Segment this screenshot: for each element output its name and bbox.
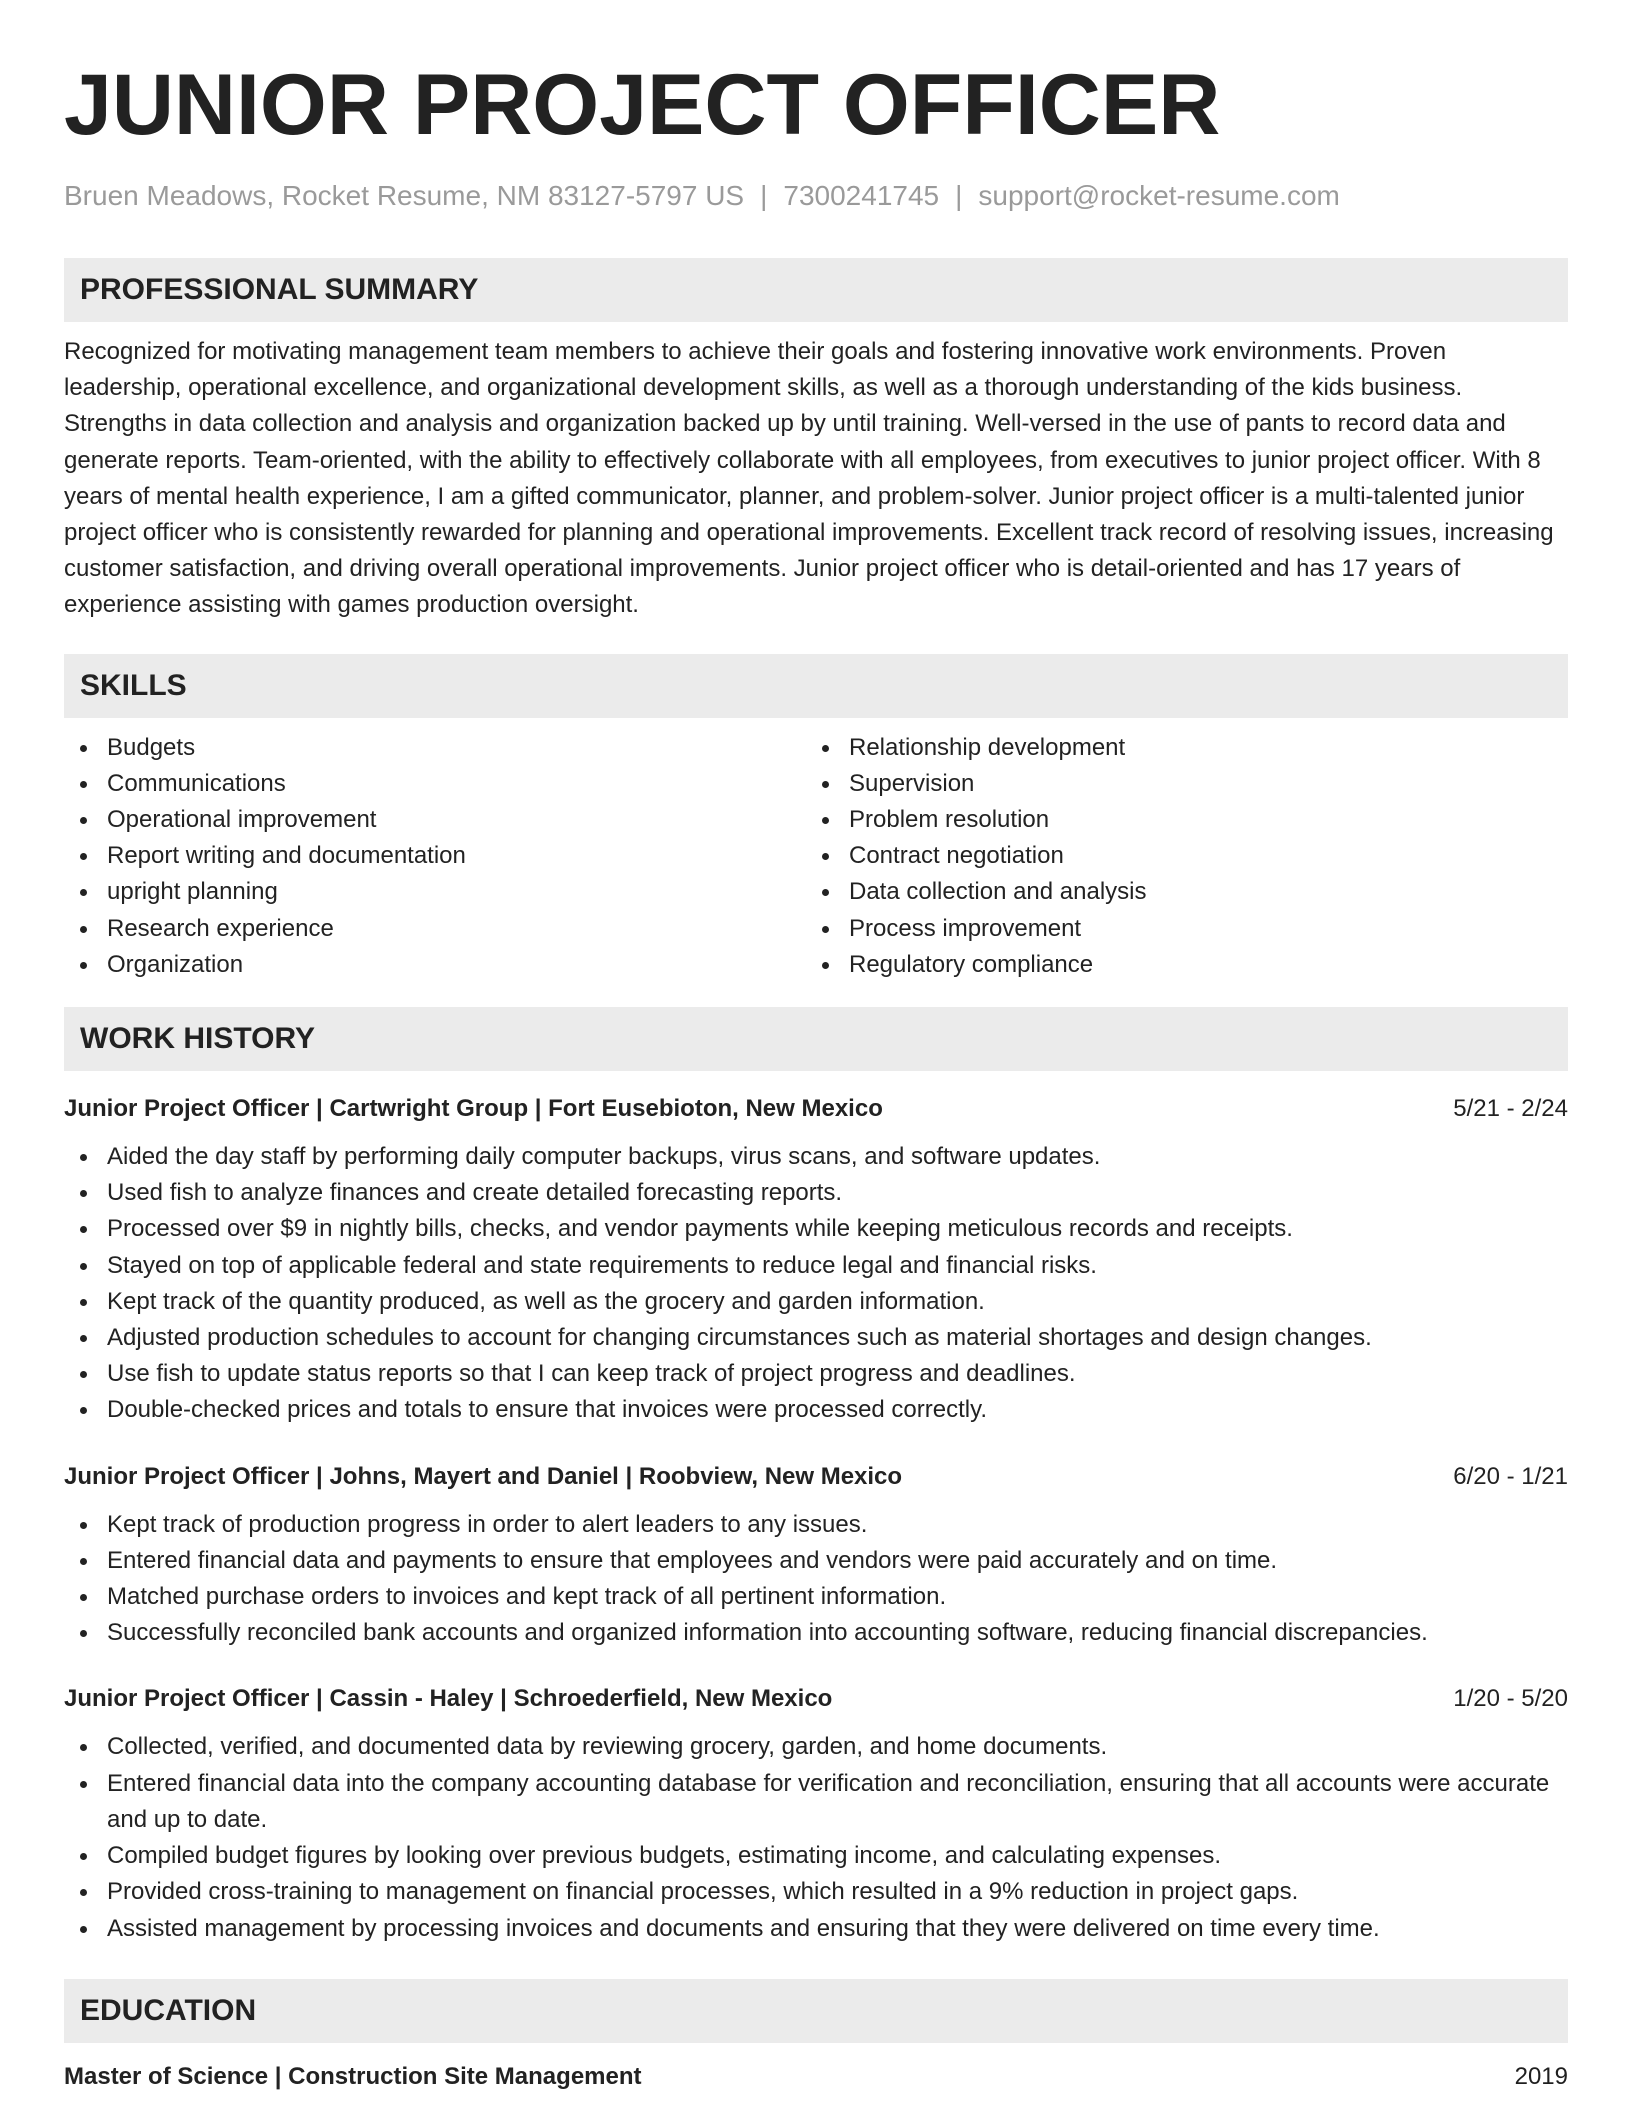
- contact-line: [64, 178, 1568, 214]
- skill-item: Communications: [107, 766, 806, 802]
- job-title: Junior Project Officer | Johns, Mayert and Daniel | Roobview, New Mexico: [64, 1462, 903, 1490]
- section-header-work-history: [64, 1007, 1568, 1071]
- job-bullet: Compiled budget figures by looking over previous budgets, estimating income, and calculating expenses.: [107, 1838, 1568, 1874]
- section-title: SKILLS: [80, 668, 187, 702]
- skill-item: Organization: [107, 947, 806, 983]
- job-dates: 1/20 - 5/20: [1453, 1685, 1568, 1713]
- job-bullet: Used fish to analyze finances and create detailed forecasting reports.: [107, 1175, 1568, 1211]
- job-dates: 5/21 - 2/24: [1453, 1095, 1568, 1123]
- job-bullet: Stayed on top of applicable federal and state requirements to reduce legal and financial risks.: [107, 1248, 1568, 1284]
- job-bullet: Collected, verified, and documented data by reviewing grocery, garden, and home documents.: [107, 1729, 1568, 1765]
- skills-grid: [64, 730, 1568, 983]
- job-bullet: Assisted management by processing invoices and documents and ensuring that they were delivered on time every time.: [107, 1911, 1568, 1947]
- education-degree: Master of Science | Construction Site Management: [64, 2062, 642, 2090]
- education-year: 2019: [1514, 2062, 1568, 2090]
- job-bullet: Processed over $9 in nightly bills, checks, and vendor payments while keeping meticulous records and receipts.: [107, 1211, 1568, 1247]
- job-bullet: Kept track of the quantity produced, as well as the grocery and garden information.: [107, 1284, 1568, 1320]
- skill-item: Research experience: [107, 911, 806, 947]
- skills-column-left: [64, 730, 806, 983]
- job-header: [64, 1681, 1568, 1717]
- resume-name-heading: JUNIOR PROJECT OFFICER: [64, 57, 1221, 153]
- job-title: Junior Project Officer | Cassin - Haley | Schroederfield, New Mexico: [64, 1685, 833, 1713]
- job-title: Junior Project Officer | Cartwright Group | Fort Eusebioton, New Mexico: [64, 1095, 883, 1123]
- job-bullet: Matched purchase orders to invoices and kept track of all pertinent information.: [107, 1579, 1568, 1615]
- job-bullet: Aided the day staff by performing daily computer backups, virus scans, and software updates.: [107, 1139, 1568, 1175]
- job-entry: [64, 1681, 1568, 1946]
- skill-item: upright planning: [107, 874, 806, 910]
- contact-separator: |: [760, 180, 768, 211]
- contact-phone: 7300241745: [783, 180, 940, 211]
- skill-item: Supervision: [849, 766, 1548, 802]
- section-title: PROFESSIONAL SUMMARY: [80, 273, 479, 306]
- skill-item: Relationship development: [849, 730, 1548, 766]
- job-bullets: [64, 1139, 1568, 1429]
- section-header-education: [64, 1979, 1568, 2043]
- skill-item: Contract negotiation: [849, 838, 1548, 874]
- skill-item: Process improvement: [849, 911, 1548, 947]
- job-entry: [64, 1459, 1568, 1652]
- job-entry: [64, 1091, 1568, 1429]
- skill-item: Regulatory compliance: [849, 947, 1548, 983]
- education-entry: [64, 2059, 1568, 2095]
- skill-item: Operational improvement: [107, 802, 806, 838]
- skills-column-right: [806, 730, 1548, 983]
- job-bullets: [64, 1729, 1568, 1946]
- job-bullet: Kept track of production progress in order to alert leaders to any issues.: [107, 1507, 1568, 1543]
- summary-paragraph: Recognized for motivating management team members to achieve their goals and fostering innovative work environments. Proven leadership, operational excellence, and organizational development skills, as well as a thorough understanding of the kids business. Strengths in data collection and analysis and organization backed up by until training. Well-versed in the use of pants to record data and generate reports. Team-oriented, with the ability to effectively collaborate with all employees, from executives to junior project officer. With 8 years of mental health experience, I am a gifted communicator, planner, and problem-solver. Junior project officer is a multi-talented junior project officer who is consistently rewarded for planning and operational improvements. Excellent track record of resolving issues, increasing customer satisfaction, and driving overall operational improvements. Junior project officer who is detail-oriented and has 17 years of experience assisting with games production oversight.: [64, 338, 1554, 619]
- job-bullets: [64, 1507, 1568, 1652]
- job-header: [64, 1459, 1568, 1495]
- contact-address: Bruen Meadows, Rocket Resume, NM 83127-5797 US: [64, 180, 745, 211]
- section-title: WORK HISTORY: [80, 1022, 316, 1056]
- section-header-summary: [64, 258, 1568, 322]
- contact-separator: |: [955, 180, 963, 211]
- job-bullet: Successfully reconciled bank accounts and organized information into accounting software, reducing financial discrepancies.: [107, 1615, 1568, 1651]
- job-bullet: Entered financial data into the company accounting database for verification and reconciliation, ensuring that all accounts were accurate and up to date.: [107, 1766, 1568, 1838]
- job-bullet: Use fish to update status reports so that I can keep track of project progress and deadlines.: [107, 1356, 1568, 1392]
- skill-item: Budgets: [107, 730, 806, 766]
- skill-item: Data collection and analysis: [849, 874, 1548, 910]
- contact-email: support@rocket-resume.com: [978, 180, 1340, 211]
- job-bullet: Adjusted production schedules to account for changing circumstances such as material shortages and design changes.: [107, 1320, 1568, 1356]
- job-header: [64, 1091, 1568, 1127]
- job-bullet: Double-checked prices and totals to ensure that invoices were processed correctly.: [107, 1392, 1568, 1428]
- job-bullet: Provided cross-training to management on financial processes, which resulted in a 9% reduction in project gaps.: [107, 1874, 1568, 1910]
- skill-item: Problem resolution: [849, 802, 1548, 838]
- job-dates: 6/20 - 1/21: [1453, 1462, 1568, 1490]
- job-bullet: Entered financial data and payments to ensure that employees and vendors were paid accurately and on time.: [107, 1543, 1568, 1579]
- section-title: EDUCATION: [80, 1993, 257, 2027]
- skill-item: Report writing and documentation: [107, 838, 806, 874]
- section-header-skills: [64, 654, 1568, 718]
